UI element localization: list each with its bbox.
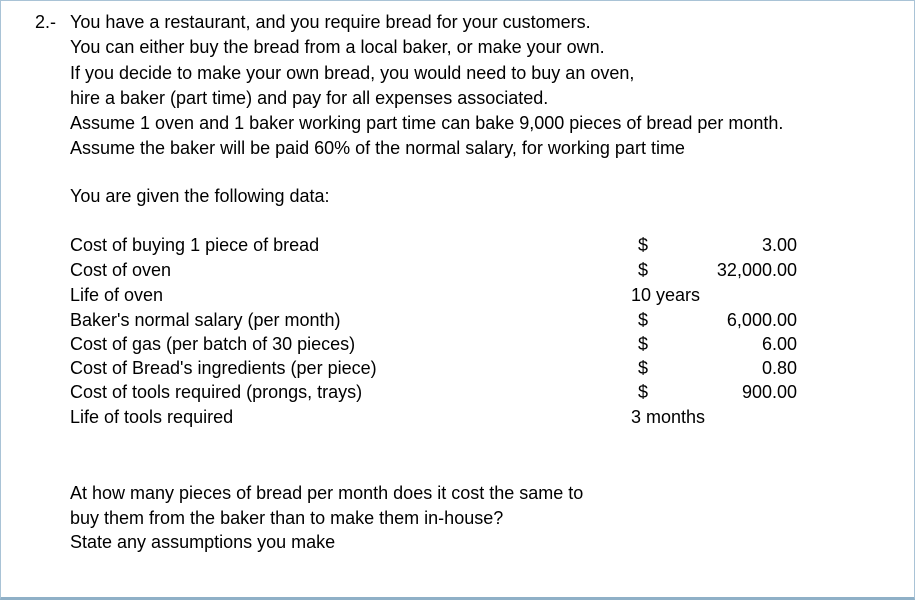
intro-line-1: You have a restaurant, and you require bread for your customers. (70, 12, 591, 32)
given-data-heading: You are given the following data: (70, 186, 330, 206)
question-line-3: State any assumptions you make (70, 532, 336, 552)
intro-line-3: If you decide to make your own bread, you would need to buy an oven, (70, 63, 635, 83)
dollar-sign: $ (638, 358, 649, 378)
row-value: 3.00 (761, 235, 797, 255)
intro-line-5: Assume 1 oven and 1 baker working part time can bake 9,000 pieces of bread per month. (70, 113, 784, 133)
row-label: Life of oven (70, 285, 164, 305)
row-label: Cost of buying 1 piece of bread (70, 235, 320, 255)
question-line-1: At how many pieces of bread per month does it cost the same to (70, 483, 584, 503)
row-unit-text: 10 years (631, 285, 701, 305)
row-label: Cost of Bread's ingredients (per piece) (70, 358, 377, 378)
row-value: 6,000.00 (726, 310, 797, 330)
intro-line-4: hire a baker (part time) and pay for all expenses associated. (70, 88, 549, 108)
problem-number: 2.- (35, 12, 57, 32)
dollar-sign: $ (638, 235, 649, 255)
row-value: 32,000.00 (716, 260, 797, 280)
row-value: 0.80 (761, 358, 797, 378)
question-line-2: buy them from the baker than to make them in-house? (70, 508, 504, 528)
dollar-sign: $ (638, 310, 649, 330)
dollar-sign: $ (638, 334, 649, 354)
row-value: 6.00 (761, 334, 797, 354)
intro-line-6: Assume the baker will be paid 60% of the normal salary, for working part time (70, 138, 685, 158)
dollar-sign: $ (638, 382, 649, 402)
row-label: Cost of oven (70, 260, 172, 280)
row-label: Cost of tools required (prongs, trays) (70, 382, 363, 402)
row-label: Baker's normal salary (per month) (70, 310, 341, 330)
row-label: Life of tools required (70, 407, 234, 427)
row-unit-text: 3 months (631, 407, 706, 427)
dollar-sign: $ (638, 260, 649, 280)
row-value: 900.00 (741, 382, 797, 402)
row-label: Cost of gas (per batch of 30 pieces) (70, 334, 356, 354)
intro-line-2: You can either buy the bread from a local baker, or make your own. (70, 37, 605, 57)
